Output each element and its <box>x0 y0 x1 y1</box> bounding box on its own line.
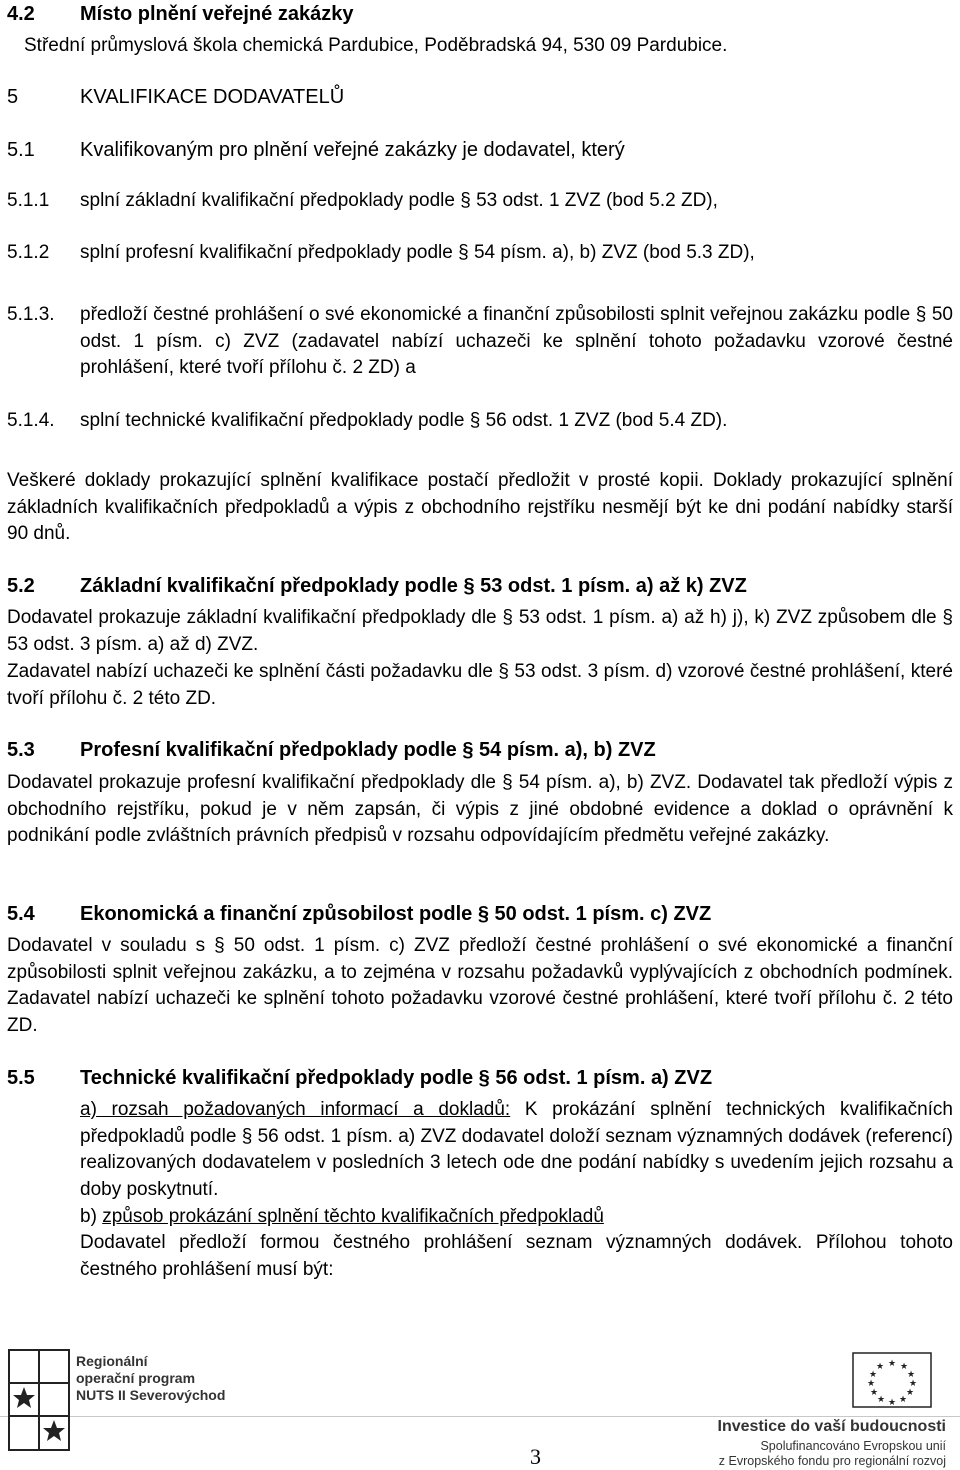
section-title: Kvalifikovaným pro plnění veřejné zakázky je dodavatel, který <box>80 139 625 161</box>
place-of-performance: Střední průmyslová škola chemická Pardubice, Poděbradská 94, 530 09 Pardubice. <box>24 35 728 56</box>
item-text: splní profesní kvalifikační předpoklady podle § 54 písm. a), b) ZVZ (bod 5.3 ZD), <box>80 242 755 263</box>
section-number: 5.1 <box>7 139 35 161</box>
qualification-note: Veškeré doklady prokazující splnění kvalifikace postačí předložit v prosté kopii. Doklady prokazující splnění základních kvalifikačních předpokladů a výpis z obchodního rejstříku nesmějí být ke dni podání nabídky starší 90 dnů. <box>7 470 953 544</box>
section-heading-5-2 <box>7 574 747 598</box>
svg-text:★: ★ <box>887 1359 897 1369</box>
svg-text:★: ★ <box>869 1388 879 1398</box>
section-title: Technické kvalifikační předpoklady podle § 56 odst. 1 písm. a) ZVZ <box>80 1067 713 1089</box>
svg-text:★: ★ <box>905 1388 915 1398</box>
subparagraph-label: rozsah požadovaných informací a dokladů: <box>96 1099 511 1120</box>
section-title: Ekonomická a finanční způsobilost podle § 50 odst. 1 písm. c) ZVZ <box>80 903 712 925</box>
section-number: 5.2 <box>7 575 35 597</box>
svg-text:★: ★ <box>887 1398 897 1408</box>
section-heading-5-5 <box>7 1066 712 1090</box>
section-number: 5 <box>7 86 19 108</box>
svg-text:★: ★ <box>875 1362 885 1372</box>
rop-logo-line: Regionální <box>76 1353 148 1369</box>
item-text: splní technické kvalifikační předpoklady podle § 56 odst. 1 ZVZ (bod 5.4 ZD). <box>80 410 728 431</box>
section-number: 5.4 <box>7 903 35 925</box>
rop-flag-logo <box>8 1349 74 1459</box>
subparagraph-text: Dodavatel předloží formou čestného prohlášení seznam významných dodávek. Přílohou tohoto čestného prohlášení musí být: <box>80 1232 953 1280</box>
rop-logo-line: NUTS II Severovýchod <box>76 1387 226 1403</box>
eu-flag-logo <box>852 1352 932 1408</box>
item-number: 5.1.3. <box>7 304 55 325</box>
section-heading-4-2 <box>7 2 353 26</box>
section-number: 5.5 <box>7 1067 35 1089</box>
paragraph: Dodavatel v souladu s § 50 odst. 1 písm. c) ZVZ předloží čestné prohlášení o své ekonomické a finanční způsobilosti splnit veřejnou zakázku, a to zejména v rozsahu požadavků vyplývajících z obchodních podmínek. Zadavatel nabízí uchazeči ke splnění tohoto požadavku vzorové čestné prohlášení, které tvoří přílohu č. 2 této ZD. <box>7 935 953 1036</box>
rop-logo-line: operační program <box>76 1370 196 1386</box>
section-heading-5-1 <box>7 138 625 162</box>
section-heading-5-3 <box>7 738 656 762</box>
paragraph: Dodavatel prokazuje základní kvalifikační předpoklady dle § 53 odst. 1 písm. a) až h) j), k) ZVZ způsobem dle § 53 odst. 3 písm. a) až d) ZVZ. <box>7 607 953 655</box>
item-text: předloží čestné prohlášení o své ekonomické a finanční způsobilosti splnit veřejnou zakázku podle § 50 odst. 1 písm. c) ZVZ (zadavatel nabízí uchazeči ke splnění tohoto požadavku vzorové čestné prohlášení, které tvoří přílohu č. 2 ZD) a <box>80 304 953 378</box>
section-title: Profesní kvalifikační předpoklady podle § 54 písm. a), b) ZVZ <box>80 739 656 761</box>
item-number: 5.1.4. <box>7 410 55 431</box>
subparagraph-b <box>80 1204 604 1230</box>
svg-text:★: ★ <box>898 1395 908 1405</box>
svg-text:★: ★ <box>906 1370 916 1380</box>
section-heading-5 <box>7 85 344 109</box>
svg-text:★: ★ <box>866 1379 876 1389</box>
rop-logo-text <box>76 1353 256 1404</box>
subparagraph-letter: a) <box>80 1099 97 1120</box>
section-title: Místo plnění veřejné zakázky <box>80 3 354 25</box>
section-title: KVALIFIKACE DODAVATELŮ <box>80 86 345 108</box>
eu-funding-line: Spolufinancováno Evropskou unií <box>760 1439 946 1453</box>
subparagraph-label: způsob prokázání splnění těchto kvalifikačních předpokladů <box>102 1206 604 1227</box>
svg-text:★: ★ <box>876 1395 886 1405</box>
section-title: Základní kvalifikační předpoklady podle § 53 odst. 1 písm. a) až k) ZVZ <box>80 575 747 597</box>
item-text: splní základní kvalifikační předpoklady podle § 53 odst. 1 ZVZ (bod 5.2 ZD), <box>80 190 718 211</box>
svg-text:★: ★ <box>908 1379 918 1389</box>
svg-text:★: ★ <box>868 1370 878 1380</box>
section-number: 5.3 <box>7 739 35 761</box>
section-number: 4.2 <box>7 3 35 25</box>
paragraph: Dodavatel prokazuje profesní kvalifikační předpoklady dle § 54 písm. a), b) ZVZ. Dodavatel tak předloží výpis z obchodního rejstříku, pokud je v něm zapsán, či výpis z jiné obdobné evidence a doklad o oprávnění k podnikání podle zvláštních právních předpisů v rozsahu odpovídajícím předmětu veřejné zakázky. <box>7 772 953 846</box>
item-number: 5.1.2 <box>7 242 50 263</box>
eu-slogan: Investice do vaší budoucnosti <box>717 1418 946 1435</box>
subparagraph-text: K prokázání splnění technických kvalifikačních předpokladů podle § 56 odst. 1 písm. a) ZVZ dodavatel doloží seznam významných dodávek (referencí) realizovaných dodavatelem v posledních 3 letech ode dne podání nabídky s uvedením jejich rozsahu a doby poskytnutí. <box>80 1099 953 1200</box>
footer-divider <box>0 1416 960 1417</box>
svg-text:★: ★ <box>899 1362 909 1372</box>
subparagraph-letter: b) <box>80 1206 97 1227</box>
subparagraph-a <box>80 1097 953 1203</box>
paragraph: Zadavatel nabízí uchazeči ke splnění části požadavku dle § 53 odst. 3 písm. d) vzorové čestné prohlášení, které tvoří přílohu č. 2 této ZD. <box>7 661 953 709</box>
section-heading-5-4 <box>7 902 711 926</box>
item-number: 5.1.1 <box>7 190 50 211</box>
eu-funding-line: z Evropského fondu pro regionální rozvoj <box>718 1454 946 1468</box>
page-number: 3 <box>530 1444 541 1469</box>
